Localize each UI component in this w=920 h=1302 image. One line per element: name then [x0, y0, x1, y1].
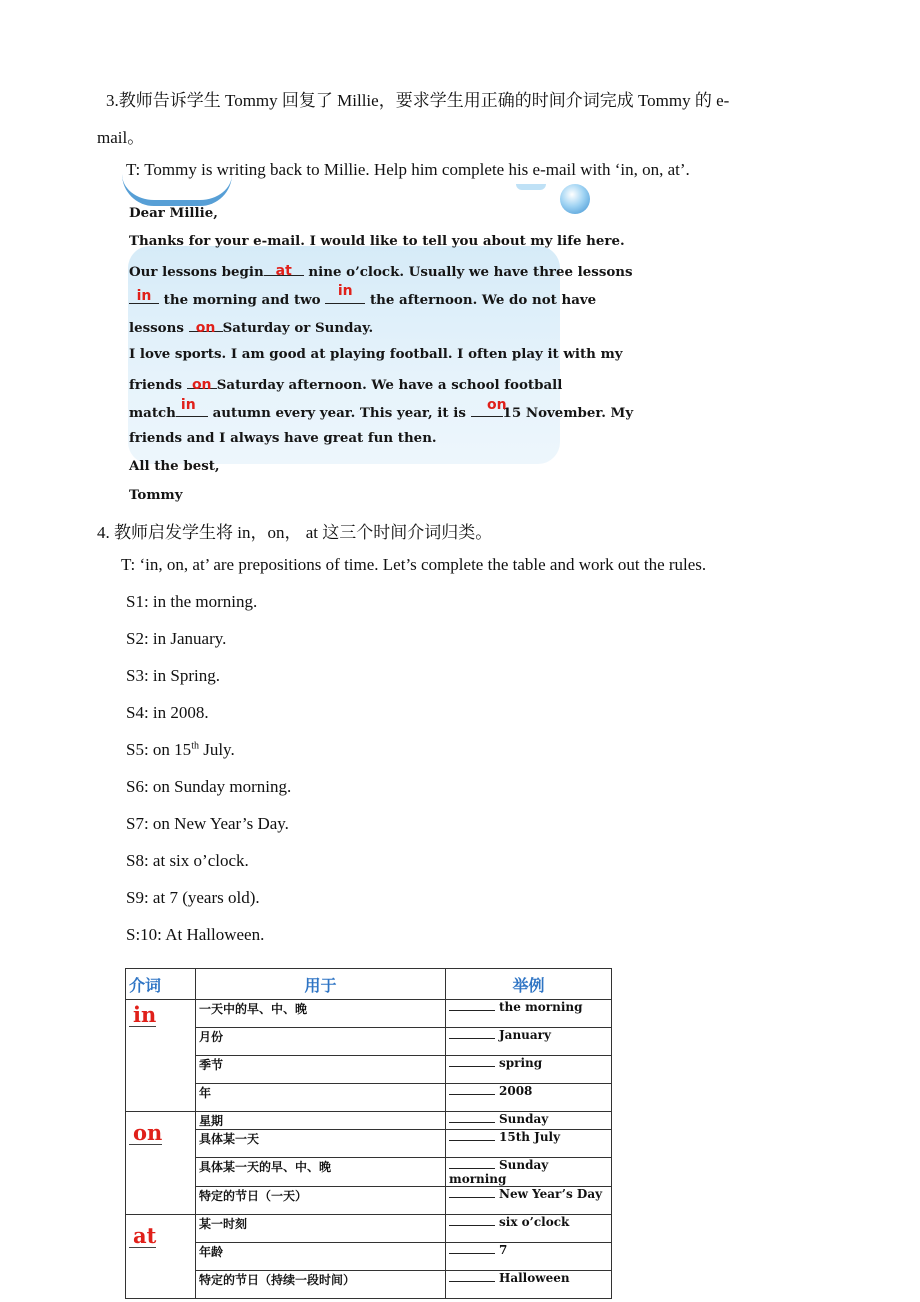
prep-cell-in: [126, 1000, 196, 1112]
table-row: [126, 1000, 612, 1028]
example-cell: Sunday morning: [446, 1158, 612, 1187]
email-figure: [120, 184, 634, 509]
table-row: [126, 1056, 612, 1084]
student-answer-5: S5: on 15th July.: [126, 740, 235, 759]
table-row: [126, 1112, 612, 1130]
answer-in-autumn: in: [180, 397, 196, 413]
header-example: 举例: [446, 969, 612, 1000]
email-line-6: friends on Saturday afternoon. We have a school football: [129, 374, 562, 393]
email-line-2: Our lessons begin at nine o’clock. Usually we have three lessons: [129, 263, 633, 280]
usage-cell: 特定的节日（持续一段时间）: [196, 1271, 446, 1299]
prep-cell-at: [126, 1215, 196, 1299]
prep-on: on: [129, 1112, 162, 1145]
example-cell: 15th July: [446, 1130, 612, 1158]
prep-cell-on: [126, 1112, 196, 1215]
usage-cell: 具体某一天: [196, 1130, 446, 1158]
answer-at: at: [275, 263, 292, 279]
answer-in-morning: in: [136, 288, 152, 304]
usage-cell: 具体某一天的早、中、晚: [196, 1158, 446, 1187]
student-answer-1: S1: in the morning.: [126, 592, 258, 611]
example-cell: spring: [446, 1056, 612, 1084]
student-answer-9: S9: at 7 (years old).: [126, 888, 260, 907]
table-row: [126, 1187, 612, 1215]
student-answer-3: S3: in Spring.: [126, 666, 220, 685]
student-answer-8: S8: at six o’clock.: [126, 851, 249, 870]
email-line-1: Thanks for your e-mail. I would like to tell you about my life here.: [129, 233, 625, 249]
usage-cell: 季节: [196, 1056, 446, 1084]
answer-in-afternoon: in: [337, 283, 353, 299]
usage-cell: 特定的节日（一天）: [196, 1187, 446, 1215]
table-row: [126, 1271, 612, 1299]
example-cell: 7: [446, 1243, 612, 1271]
email-line-3: in the morning and two in the afternoon. We do not have: [129, 289, 596, 308]
email-line-4: lessons on Saturday or Sunday.: [129, 317, 373, 336]
example-cell: Sunday: [446, 1112, 612, 1130]
example-cell: New Year’s Day: [446, 1187, 612, 1215]
usage-cell: 某一时刻: [196, 1215, 446, 1243]
prep-in: in: [129, 1000, 156, 1027]
email-line-5: I love sports. I am good at playing football. I often play it with my: [129, 346, 623, 362]
example-cell: January: [446, 1028, 612, 1056]
email-line-8: friends and I always have great fun then.: [129, 430, 437, 446]
email-greeting: Dear Millie,: [129, 205, 218, 221]
header-preposition: 介词: [126, 969, 196, 1000]
email-closing: All the best,: [129, 458, 220, 474]
table-row: [126, 1215, 612, 1243]
step3-line1: 3.教师告诉学生 Tommy 回复了 Millie，要求学生用正确的时间介词完成 Tommy 的 e-: [106, 91, 730, 110]
table-row: [126, 1243, 612, 1271]
water-drop-icon: [560, 184, 590, 214]
usage-cell: 星期: [196, 1112, 446, 1130]
step4-title: 4. 教师启发学生将 in，on， at 这三个时间介词归类。: [97, 523, 493, 542]
answer-on-saturday: on: [195, 320, 216, 336]
example-cell: Halloween: [446, 1271, 612, 1299]
table-row: [126, 1028, 612, 1056]
step4-teacher-line: T: ‘in, on, at’ are prepositions of time. Let’s complete the table and work out the rules.: [121, 555, 707, 574]
example-cell: six o’clock: [446, 1215, 612, 1243]
example-cell: the morning: [446, 1000, 612, 1028]
usage-cell: 年: [196, 1084, 446, 1112]
student-answer-7: S7: on New Year’s Day.: [126, 814, 289, 833]
student-answer-4: S4: in 2008.: [126, 703, 209, 722]
example-cell: 2008: [446, 1084, 612, 1112]
usage-cell: 一天中的早、中、晚: [196, 1000, 446, 1028]
usage-cell: 月份: [196, 1028, 446, 1056]
decorative-arc: [122, 174, 232, 206]
table-header-row: [126, 969, 612, 1000]
step3-line2: mail。: [97, 128, 145, 147]
email-line-7: match in autumn every year. This year, it is on 15 November. My: [129, 397, 634, 421]
email-signature: Tommy: [129, 487, 183, 503]
decorative-drop-small: [516, 184, 546, 190]
table-row: [126, 1130, 612, 1158]
table-row: [126, 1084, 612, 1112]
student-answer-6: S6: on Sunday morning.: [126, 777, 292, 796]
answer-on-date: on: [486, 397, 507, 413]
prep-at: at: [129, 1215, 156, 1248]
usage-cell: 年龄: [196, 1243, 446, 1271]
step3-teacher-line: T: Tommy is writing back to Millie. Help him complete his e-mail with ‘in, on, at’.: [126, 160, 690, 179]
table-row: [126, 1158, 612, 1187]
prepositions-table: [125, 968, 612, 1299]
answer-on-afternoon: on: [191, 377, 212, 393]
student-answer-10: S:10: At Halloween.: [126, 925, 265, 944]
header-usage: 用于: [196, 969, 446, 1000]
student-answer-2: S2: in January.: [126, 629, 227, 648]
